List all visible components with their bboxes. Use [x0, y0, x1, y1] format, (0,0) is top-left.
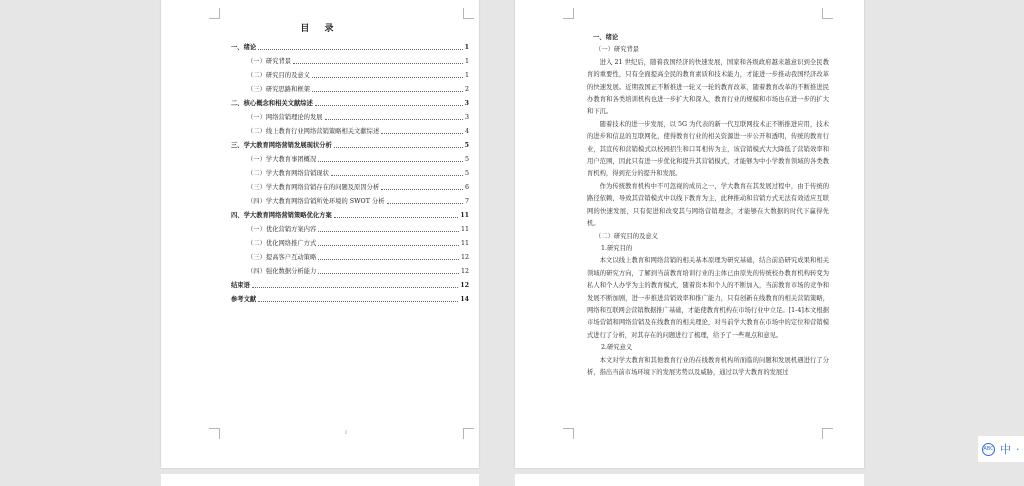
toc-entry-page: 12: [460, 282, 469, 289]
toc-entry-page: 1: [464, 44, 469, 51]
paragraph: 本文对学大教育和其他教育行业的在线教育机构所面临的问题和发展机遇进行了分析，指出当前市场环境下的发展劣势以及威胁，通过以学大教育的发展过: [587, 356, 829, 376]
input-method-icon[interactable]: ABC: [982, 443, 995, 456]
toc-entry-page: 5: [464, 142, 469, 149]
crop-mark: [209, 8, 220, 19]
paragraph: 本文以线上教育和网络营销的相关基本原理为研究基础，结合前沿研究成果和相关领域的研究方向，了解到当前教育培训行业的主体已由原先的传统校办教育机构转变为私人和个人办学为主的教育模式，随着资本和个人的不断加入，当前教育市场的竞争和发展不断加剧，进一步推进营销效率和推广能力，只有创新在线教育的相关营销策略，网络和互联网会营销数据推广基础，才能使教育机构在市场行业中立足。[1-4]本文根据市场营销和网络营销及在线教育的相关理论，对当前学大教育在市场中的定位和营销模式进行了分析，对其存在的问题进行了梳理，给予了一些观点和意见。: [587, 257, 829, 339]
input-method-bar[interactable]: [978, 436, 1024, 462]
toc-leader-dots: [325, 118, 463, 120]
toc-entry-text: （一）网络营销理论的发展: [247, 114, 323, 121]
toc-entry[interactable]: [231, 38, 469, 52]
toc-leader-dots: [258, 300, 458, 302]
sub-subsection-heading: 1.研究目的: [601, 244, 633, 252]
page-number: I: [345, 430, 347, 436]
toc-entry-text: 参考文献: [231, 296, 257, 303]
toc-entry-page: 5: [464, 170, 469, 177]
paragraph: 随着技术的进一步发展，以 5G 为代表的新一代互联网技术正不断推进应用，技术的进步和信息的互联网化，使得教育行业的相关资源进一步公开和透明，传统的教育行业，其宣传和营销模式以校园招生和口耳相传为主，该营销模式大大降低了营销效率和用户范围，因此只有进一步优化和提升其营销模式，才能够为中小学教育领域的各类教育机构，得到充分的提升和发展。: [587, 120, 829, 178]
toc-entry-page: 1: [464, 72, 469, 79]
crop-mark: [563, 8, 574, 19]
crop-mark: [209, 428, 220, 439]
toc-entry[interactable]: [231, 290, 469, 304]
toc-leader-dots: [318, 160, 463, 162]
toc-entry-page: 3: [464, 100, 469, 107]
toc-entry-page: 2: [464, 86, 469, 93]
toc-leader-dots: [318, 244, 459, 246]
toc-list: [231, 38, 469, 304]
toc-entry-text: 二、核心概念和相关文献综述: [231, 100, 313, 107]
paragraph: 进入 21 世纪后，随着我国经济的快速发展，国家和各级政府越来越意识到全民教育的重要性，只有全面提高全民的教育素质和技术能力，才能进一步推动我国经济改革的快速发展。近期我国正不断推进一轮又一轮的教育改革，随着教育改革的不断推进民办教育和各类培训机构也进一步扩大和深入，教育行业的规模和市场也在进一步的扩大和下沉。: [587, 58, 829, 116]
paragraph: 作为传统教育机构中不可忽视的成员之一，学大教育在其发展过程中，由于传统的路径依赖，导致其营销模式中以线下教育为主，此种推动和营销方式无法有效适应互联网的快速发展，只有促进和改变其与网络营销理念，才能够在大数据的时代下赢得先机。: [587, 182, 829, 228]
toc-entry-page: 4: [464, 128, 469, 135]
toc-entry-text: （二）研究目的及意义: [247, 72, 310, 79]
toc-leader-dots: [318, 230, 459, 232]
sub-subsection-heading: 2.研究意义: [601, 344, 633, 352]
toc-leader-dots: [381, 188, 463, 190]
toc-leader-dots: [252, 286, 458, 288]
toc-entry[interactable]: [231, 164, 469, 178]
toc-entry-page: 11: [460, 212, 469, 219]
toc-entry-text: （二）线上教育行业网络营销策略相关文献综述: [247, 128, 380, 135]
toc-entry-text: （一）学大教育事团概况: [247, 156, 317, 163]
toc-entry-page: 3: [464, 114, 469, 121]
toc-entry[interactable]: [231, 108, 469, 122]
toc-entry-page: 12: [460, 268, 469, 275]
toc-leader-dots: [315, 104, 463, 106]
subsection-heading: （一）研究背景: [595, 46, 640, 54]
toc-entry-text: 一、绪论: [231, 44, 257, 51]
toc-leader-dots: [318, 258, 459, 260]
body-page: [515, 0, 864, 468]
next-page-edge: [515, 474, 864, 486]
punctuation-mode[interactable]: ·: [1016, 442, 1020, 456]
toc-leader-dots: [334, 216, 458, 218]
toc-entry[interactable]: [231, 276, 469, 290]
toc-entry-text: （二）学大教育网络营销现状: [247, 170, 329, 177]
toc-entry[interactable]: [231, 234, 469, 248]
toc-leader-dots: [331, 174, 463, 176]
toc-entry-text: （三）提高客户互动策略: [247, 254, 317, 261]
toc-entry[interactable]: [231, 150, 469, 164]
toc-entry-text: 三、学大教育网络营销发展现状分析: [231, 142, 332, 149]
crop-mark: [463, 8, 474, 19]
next-page-edge: [161, 474, 479, 486]
toc-entry-page: 5: [464, 156, 469, 163]
toc-entry-text: （一）研究背景: [247, 58, 292, 65]
toc-entry-text: （一）优化营销方案内容: [247, 226, 317, 233]
toc-entry[interactable]: [231, 136, 469, 150]
crop-mark: [463, 428, 474, 439]
toc-leader-dots: [312, 76, 463, 78]
toc-entry-page: 6: [464, 184, 469, 191]
toc-entry-page: 7: [464, 198, 469, 205]
toc-entry[interactable]: [231, 248, 469, 262]
toc-entry[interactable]: [231, 66, 469, 80]
toc-entry[interactable]: [231, 122, 469, 136]
toc-entry-page: 11: [460, 240, 469, 247]
toc-leader-dots: [387, 202, 463, 204]
section-heading: 一、绪论: [593, 34, 619, 41]
toc-entry-text: 结束语: [231, 282, 250, 289]
toc-leader-dots: [293, 62, 463, 64]
toc-entry-text: （四）学大教育网络营销所处环境的 SWOT 分析: [247, 198, 385, 205]
input-language-label[interactable]: 中: [1000, 443, 1011, 456]
toc-entry-text: （二）优化网络推广方式: [247, 240, 317, 247]
toc-entry-page: 1: [464, 58, 469, 65]
toc-entry-text: （三）学大教育网络营销存在的问题及原因分析: [247, 184, 380, 191]
toc-leader-dots: [312, 90, 463, 92]
body-text: [587, 32, 829, 379]
toc-entry[interactable]: [231, 94, 469, 108]
toc-entry[interactable]: [231, 262, 469, 276]
toc-title: 目 录: [300, 24, 340, 34]
toc-entry[interactable]: [231, 220, 469, 234]
toc-leader-dots: [258, 48, 462, 50]
toc-entry-text: 四、学大教育网络营销策略优化方案: [231, 212, 332, 219]
toc-entry[interactable]: [231, 178, 469, 192]
toc-page: [161, 0, 479, 468]
toc-entry-text: （四）强化数据分析能力: [247, 268, 317, 275]
crop-mark: [822, 428, 833, 439]
toc-entry[interactable]: [231, 192, 469, 206]
toc-entry[interactable]: [231, 52, 469, 66]
toc-entry-text: （三）研究思路和框架: [247, 86, 310, 93]
toc-leader-dots: [334, 146, 463, 148]
toc-entry[interactable]: [231, 80, 469, 94]
crop-mark: [563, 428, 574, 439]
crop-mark: [822, 8, 833, 19]
toc-leader-dots: [381, 132, 463, 134]
toc-entry-page: 14: [460, 296, 469, 303]
toc-entry-page: 12: [460, 254, 469, 261]
subsection-heading: （二）研究目的及意义: [595, 232, 658, 240]
toc-entry[interactable]: [231, 206, 469, 220]
toc-leader-dots: [318, 272, 459, 274]
toc-entry-page: 11: [460, 226, 469, 233]
